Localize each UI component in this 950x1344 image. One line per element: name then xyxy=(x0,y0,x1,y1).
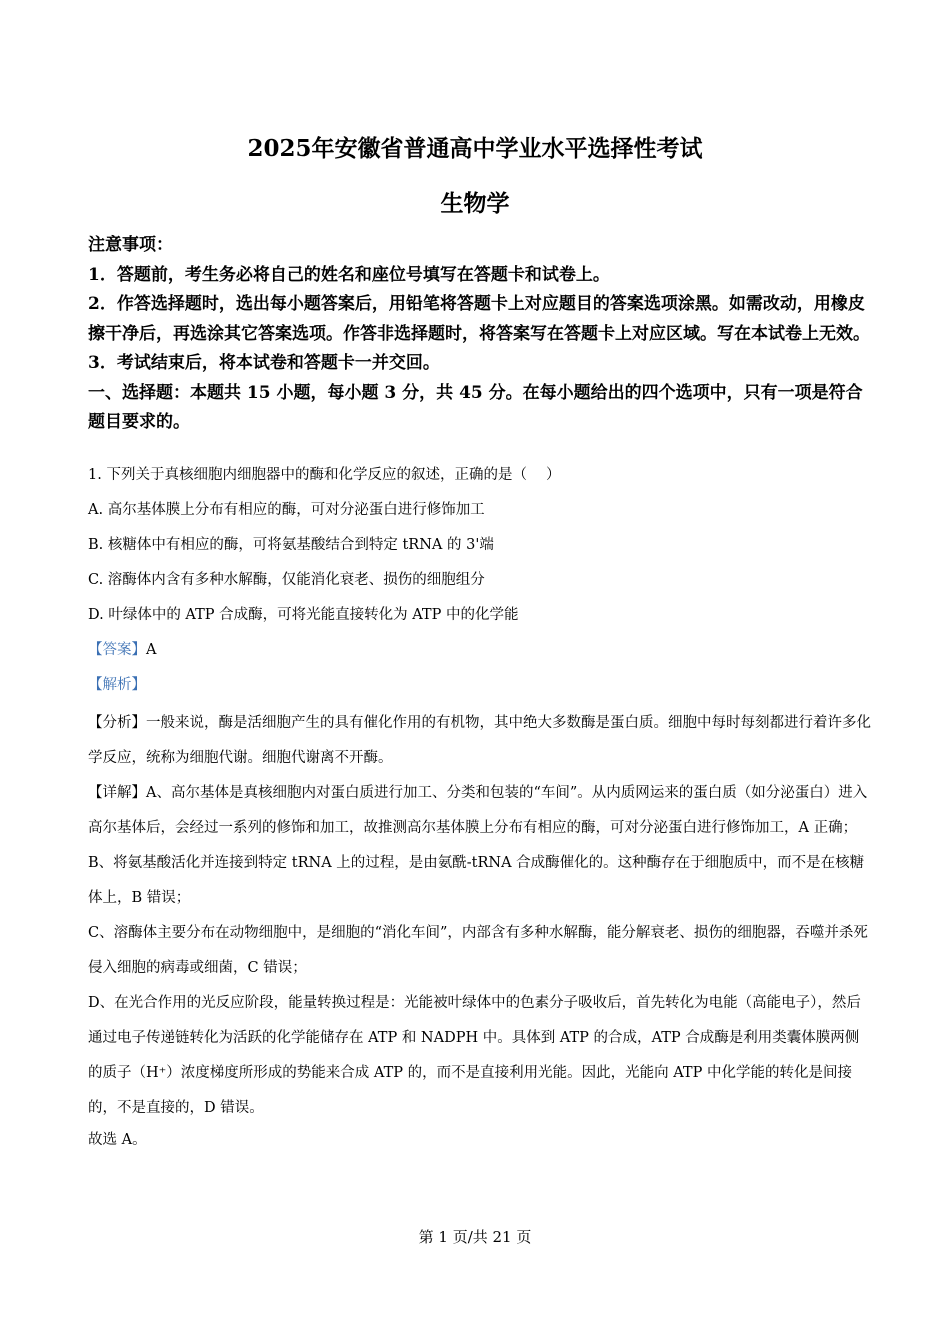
option-d: D. 叶绿体中的 ATP 合成酶，可将光能直接转化为 ATP 中的化学能 xyxy=(88,607,519,623)
section-heading: 一、选择题：本题共 15 小题，每小题 3 分，共 45 分。在每小题给出的四个选项中，只有一项是符合题目要求的。 xyxy=(88,382,863,432)
answer-tag: 【答案】 xyxy=(88,642,146,658)
conclusion: 故选 A。 xyxy=(88,1132,147,1148)
answer-value: A xyxy=(146,642,157,658)
fenxi-tag: 【分析】 xyxy=(88,715,146,731)
instruction-item-1: 1．答题前，考生务必将自己的姓名和座位号填写在答题卡和试卷上。 xyxy=(88,264,610,285)
instructions-heading: 注意事项： xyxy=(88,235,173,255)
answer-line xyxy=(88,636,873,671)
detail-tag: 【详解】 xyxy=(88,785,146,801)
fenxi-text: 一般来说，酶是活细胞产生的具有催化作用的有机物，其中绝大多数酶是蛋白质。细胞中每时每刻都进行着许多化学反应，统称为细胞代谢。细胞代谢离不开酶。 xyxy=(88,715,871,766)
option-a: A. 高尔基体膜上分布有相应的酶，可对分泌蛋白进行修饰加工 xyxy=(88,502,485,518)
analysis-paragraph xyxy=(88,706,873,776)
detail-c-paragraph: C、溶酶体主要分布在动物细胞中，是细胞的“消化车间”，内部含有多种水解酶，能分解衰老、损伤的细胞器，吞噬并杀死侵入细胞的病毒或细菌，C 错误； xyxy=(88,925,868,976)
analysis-heading xyxy=(88,671,873,706)
instructions xyxy=(88,231,878,438)
detail-b-paragraph: B、将氨基酸活化并连接到特定 tRNA 上的过程，是由氨酰-tRNA 合成酶催化的。这种酶存在于细胞质中，而不是在核糖体上，B 错误； xyxy=(88,855,865,906)
subject-title: 生物学 xyxy=(440,190,510,217)
option-c: C. 溶酶体内含有多种水解酶，仅能消化衰老、损伤的细胞组分 xyxy=(88,572,485,588)
detail-a-paragraph xyxy=(88,776,873,846)
analysis-tag: 【解析】 xyxy=(88,677,146,693)
detail-a-text: A、高尔基体是真核细胞内对蛋白质进行加工、分类和包装的“车间”。从内质网运来的蛋白质（如分泌蛋白）进入高尔基体后，会经过一系列的修饰和加工，故推测高尔基体膜上分布有相应的酶，可对分泌蛋白进行修饰加工，A 正确； xyxy=(88,785,868,836)
question-stem: 1. 下列关于真核细胞内细胞器中的酶和化学反应的叙述，正确的是（ ） xyxy=(88,467,561,483)
exam-title: 2025年安徽省普通高中学业水平选择性考试 xyxy=(247,135,703,162)
instruction-item-2: 2．作答选择题时，选出每小题答案后，用铅笔将答题卡上对应题目的答案选项涂黑。如需改动，用橡皮擦干净后，再选涂其它答案选项。作答非选择题时，将答案写在答题卡上对应区域。写在本试卷上无效。 xyxy=(88,294,870,344)
option-b: B. 核糖体中有相应的酶，可将氨基酸结合到特定 tRNA 的 3'端 xyxy=(88,537,494,553)
detail-d-text-2: ATP 合成酶是利用类囊体膜两侧的质子（H⁺）浓度梯度所形成的势能来合成 ATP 的，而不是直接利用光能。因此，光能向 ATP 中化学能的转化是间接的，不是直接的，D 错误。 xyxy=(88,1030,860,1116)
page-number: 第 1 页/共 21 页 xyxy=(418,1228,532,1246)
detail-d-paragraph xyxy=(88,986,873,1126)
instruction-item-3: 3．考试结束后，将本试卷和答题卡一并交回。 xyxy=(88,353,440,373)
question-1 xyxy=(88,461,873,1161)
detail-d-text-1: D、在光合作用的光反应阶段，能量转换过程是：光能被叶绿体中的色素分子吸收后，首先转化为电能（高能电子），然后通过电子传递链转化为活跃的化学能储存在 ATP 和 NADPH 中。具体到 ATP 的合成， xyxy=(88,995,861,1046)
